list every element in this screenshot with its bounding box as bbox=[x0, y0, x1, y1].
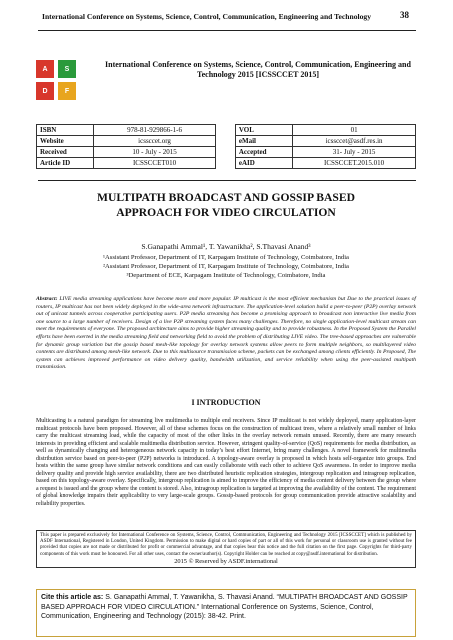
meta-row bbox=[37, 125, 416, 136]
abstract-text: LIVE media streaming applications have become more and more popular. IP multicast is the most efficient mechanism but Due to the practical issues of routers, IP multicast has not been widely deployed in the wide-area network infrastructure. The application-level solution build a peer-to-peer (P2P) overlay network out of unicast tunnels across cooperative participating users. P2P media streaming has become a promising approach to broadcast non interactive live media from one source to a large number of receivers. Design of a live P2P streaming system faces many challenges. Therefore, no single application-level multicast stream can meet the requirements of everyone. The proposed architecture aims to provide higher streaming quality and to provide robustness. In the Proposed System the Parallel efforts have been exerted in the media streaming field and networking field to avoid the problem of distributing LIVE video. The tree-based approaches are vulnerable for dynamic group variation but the gossip based mesh-like topology for overlay network systems allow peers to form multiple neighbors, so multilayered video contents are distributed among mesh-like network. Due to this multisource transmission scheme, packets can be exchanged among clients efficiently. In Proposed, The system can achieves improved performance on video delivery quality, bandwidth utilization, and service reliability when using the peer-assisted multipath transmission. bbox=[36, 296, 416, 371]
meta-value: icssccet@asdf.res.in bbox=[293, 136, 416, 147]
logo-tile-a: A bbox=[36, 60, 54, 78]
logo-tile-s: S bbox=[58, 60, 76, 78]
author-list: S.Ganapathi Ammal¹, T. Yawanikha², S.Thavasi Anand³ bbox=[141, 242, 311, 251]
section-heading: I INTRODUCTION bbox=[191, 398, 261, 407]
affiliation: ¹Assistant Professor, Department of IT, Karpagam Institute of Technology, Coimbatore, India bbox=[103, 254, 349, 261]
logo-tile-d: D bbox=[36, 82, 54, 100]
meta-key: eAID bbox=[235, 158, 292, 169]
affiliation: ²Assistant Professor, Department of IT, Karpagam Institute of Technology, Coimbatore, India bbox=[103, 263, 349, 270]
citation-box bbox=[36, 589, 416, 637]
conference-title-line2: Technology 2015 [ICSSCCET 2015] bbox=[196, 70, 320, 79]
citation-label: Cite this article as: bbox=[41, 594, 104, 601]
copyright-notice bbox=[36, 530, 416, 568]
copyright-line: 2015 © Reserved by ASDF.international bbox=[174, 557, 278, 565]
meta-value: 31- July - 2015 bbox=[293, 147, 416, 158]
meta-value: icssccet.org bbox=[94, 136, 216, 147]
meta-value: 01 bbox=[293, 125, 416, 136]
meta-key: eMail bbox=[235, 136, 292, 147]
title-rule-top bbox=[38, 180, 416, 181]
meta-key: Website bbox=[37, 136, 94, 147]
introduction-text: Multicasting is a natural paradigm for streaming live multimedia to multiple end receivers. Since IP multicast is not widely deployed, many application-layer multicast protocols have been proposed. However, all of these schemes focus on the construction of multicast trees, where a relatively small number of links carry the multicast streaming load, while the capacity of most of the other links in the overlay network remain unused. Recently, there are many research interests in providing efficient and scalable multimedia distribution service. However, stringent quality-of-service (QoS) requirements for media distribution, as well as dynamically changing and heterogeneous network capacity in today’s best effort Internet, bring many challenges. A novel framework for multimedia distribution service based on peer-to-peer (P2P) networks is introduced. A topology-aware overlay is proposed in which hosts self-organize into groups. End hosts within the same group have similar network conditions and can easily collaborate with each other to achieve QoS awareness. In order to improve media delivery quality and provide high service availability, there are two distributed heuristic replication strategies, intergroup replication and intragroup replication, based on this topology-aware overlay. Specifically, intergroup replication is aimed to improve the efficiency of media content delivery between the group where a request is issued and the group where the content is stored. Also, intragroup replication is targeted at improving the availability of the content. The requirement of global knowledge impairs their applicability to very large-scale groups. Gossip-based protocols for group communication provide attractive scalability and reliability properties. bbox=[36, 418, 416, 508]
meta-key: VOL bbox=[235, 125, 292, 136]
meta-value: 978-81-929866-1-6 bbox=[94, 125, 216, 136]
abstract bbox=[36, 296, 416, 372]
paper-title bbox=[36, 190, 416, 220]
meta-value: ICSSCCET010 bbox=[94, 158, 216, 169]
meta-row bbox=[37, 136, 416, 147]
citation-text: S. Ganapathi Ammal, T. Yawanikha, S. Thavasi Anand. “MULTIPATH BROADCAST AND GOSSIP BASED APPROACH FOR VIDEO CIRCULATION.” International Conference on Systems, Science, Control, Communication, Engineering and Technology (2015): 38-42. Print. bbox=[41, 594, 408, 621]
logo-tile-f: F bbox=[58, 82, 76, 100]
conference-title bbox=[98, 60, 418, 80]
meta-key: Accepted bbox=[235, 147, 292, 158]
meta-row bbox=[37, 147, 416, 158]
conference-title-line1: International Conference on Systems, Science, Control, Communication, Engineering and bbox=[105, 60, 411, 69]
meta-key: Received bbox=[37, 147, 94, 158]
page-number: 38 bbox=[400, 10, 409, 20]
meta-key: ISBN bbox=[37, 125, 94, 136]
meta-row bbox=[37, 158, 416, 169]
page-header bbox=[0, 0, 453, 28]
asdf-logo bbox=[36, 60, 76, 100]
paper-title-line2: APPROACH FOR VIDEO CIRCULATION bbox=[116, 206, 336, 219]
abstract-label: Abstract: bbox=[36, 296, 58, 302]
meta-value: ICSSCCET.2015.010 bbox=[293, 158, 416, 169]
header-rule bbox=[38, 30, 416, 31]
meta-key: Article ID bbox=[37, 158, 94, 169]
paper-title-line1: MULTIPATH BROADCAST AND GOSSIP BASED bbox=[97, 191, 355, 204]
affiliation: ³Department of ECE, Karpagam Institute of Technology, Coimbatore, India bbox=[126, 272, 326, 279]
notice-text: This paper is prepared exclusively for International Conference on Systems, Science, Control, Communication, Engineering and Technology 2015 [ICSSCCET] which is published by ASDF International, Registered in London, United Kingdom. Permission to make digital or hard copies of part or all of this work for personal or classroom use is granted without fee provided that copies are not made or distributed for profit or commercial advantage, and that copies bear this notice and the full citation on the first page. Copyrights for third-party components of this work must be honoured. For all other uses, contact the owner/author(s). Copyright Holder can be reached at copy@asdf.international for distribution. bbox=[40, 533, 412, 557]
journal-name: International Conference on Systems, Science, Control, Communication, Engineering and Technology bbox=[42, 12, 372, 21]
article-meta-table bbox=[36, 124, 416, 169]
meta-value: 10 - July - 2015 bbox=[94, 147, 216, 158]
